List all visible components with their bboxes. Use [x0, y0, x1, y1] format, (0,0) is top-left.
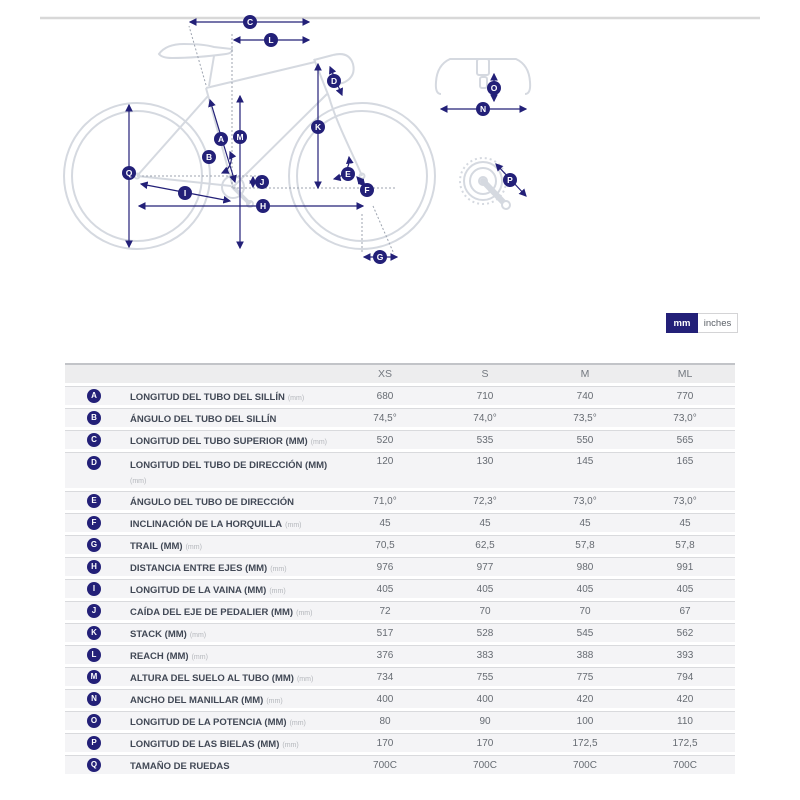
value-xs: 517: [376, 627, 394, 639]
diagram-marker-a: [214, 132, 228, 146]
svg-text:M: M: [236, 132, 244, 142]
value-m: 45: [579, 517, 591, 529]
row-label-text: DISTANCIA ENTRE EJES (MM): [130, 563, 268, 574]
table-row-m: [65, 667, 735, 686]
table-row-b: [65, 408, 735, 427]
down-tube: [233, 94, 327, 187]
table-row-a: [65, 386, 735, 405]
table-row-k: [65, 623, 735, 642]
row-unit-suffix: (mm): [130, 478, 147, 485]
row-label-text: LONGITUD DE LAS BIELAS (MM): [130, 739, 280, 750]
row-marker-badge: G: [87, 538, 101, 552]
svg-text:I: I: [183, 188, 187, 198]
row-label: [101, 409, 335, 427]
diagram-marker-g: [373, 250, 387, 264]
value-s: 74,0°: [473, 412, 497, 424]
value-m: 550: [576, 434, 594, 446]
table-row-h: [65, 557, 735, 576]
table-row-c: [65, 430, 735, 449]
row-label-text: ANCHO DEL MANILLAR (MM): [130, 695, 264, 706]
table-row-f: [65, 513, 735, 532]
table-row-n: [65, 689, 735, 708]
row-unit-suffix: (mm): [185, 544, 202, 551]
unit-toggle-inches[interactable]: inches: [698, 313, 738, 333]
value-xs: 74,5°: [373, 412, 397, 424]
row-label: [101, 514, 335, 532]
diagram-marker-f: [360, 183, 374, 197]
table-row-j: [65, 601, 735, 620]
table-row-g: [65, 535, 735, 554]
diagram-marker-i: [178, 186, 192, 200]
value-xs: 405: [376, 583, 394, 595]
row-unit-suffix: (mm): [191, 654, 208, 661]
value-s: 45: [479, 517, 491, 529]
row-marker-badge: F: [87, 516, 101, 530]
value-s: 405: [476, 583, 494, 595]
svg-text:O: O: [490, 83, 498, 93]
value-s: 528: [476, 627, 494, 639]
value-ml: 45: [679, 517, 691, 529]
value-m: 73,5°: [573, 412, 597, 424]
value-xs: 680: [376, 390, 394, 402]
value-s: 72,3°: [473, 495, 497, 507]
value-xs: 80: [379, 715, 391, 727]
svg-text:D: D: [330, 76, 338, 86]
row-marker-badge: I: [87, 582, 101, 596]
row-label: [101, 646, 335, 664]
row-label-text: ÁNGULO DEL TUBO DE DIRECCIÓN: [130, 497, 294, 508]
diagram-marker-l: [264, 33, 278, 47]
column-header-s: S: [481, 368, 489, 380]
diagram-marker-e: [341, 167, 355, 181]
value-xs: 170: [376, 737, 394, 749]
stem-side: [314, 55, 333, 60]
value-xs: 734: [376, 671, 394, 683]
row-unit-suffix: (mm): [266, 698, 283, 705]
value-m: 172,5: [572, 737, 598, 749]
row-unit-suffix: (mm): [189, 632, 207, 639]
value-m: 740: [576, 390, 594, 402]
row-label-text: TAMAÑO DE RUEDAS: [130, 761, 230, 772]
svg-text:K: K: [314, 122, 322, 132]
value-xs: 376: [376, 649, 394, 661]
row-marker-badge: P: [87, 736, 101, 750]
diagram-marker-h: [256, 199, 270, 213]
diagram-marker-k: [311, 120, 325, 134]
row-marker-badge: O: [87, 714, 101, 728]
row-unit-suffix: (mm): [289, 720, 306, 727]
value-ml: 420: [676, 693, 694, 705]
diagram-marker-p: [503, 173, 517, 187]
svg-text:Q: Q: [125, 168, 133, 178]
svg-text:A: A: [217, 134, 225, 144]
row-label: [101, 712, 335, 730]
row-label: [101, 536, 335, 554]
row-marker-badge: J: [87, 604, 101, 618]
row-marker-badge: K: [87, 626, 101, 640]
row-label-text: LONGITUD DE LA VAINA (MM): [130, 585, 267, 596]
value-ml: 73,0°: [673, 412, 697, 424]
column-header-xs: XS: [377, 368, 392, 380]
row-label: [101, 690, 335, 708]
diagram-marker-o: [487, 81, 501, 95]
value-m: 145: [576, 456, 594, 467]
value-ml: 565: [676, 434, 694, 446]
row-unit-suffix: (mm): [282, 742, 299, 749]
value-s: 535: [476, 434, 494, 446]
value-m: 405: [576, 583, 594, 595]
row-unit-suffix: (mm): [287, 395, 305, 402]
value-ml: 57,8: [675, 539, 695, 551]
row-label-text: CAÍDA DEL EJE DE PEDALIER (MM): [130, 607, 294, 618]
table-row-d: [65, 452, 735, 488]
table-row-o: [65, 711, 735, 730]
row-label: [101, 492, 335, 510]
row-label: [101, 387, 335, 405]
value-s: 62,5: [475, 539, 495, 551]
value-m: 700C: [573, 759, 597, 771]
value-xs: 400: [376, 693, 394, 705]
geometry-table-header: [65, 363, 735, 383]
value-m: 57,8: [575, 539, 595, 551]
row-unit-suffix: (mm): [296, 676, 314, 683]
row-marker-badge: C: [87, 433, 101, 447]
value-m: 100: [576, 715, 594, 727]
value-m: 775: [576, 671, 594, 683]
value-ml: 393: [676, 649, 694, 661]
row-unit-suffix: (mm): [310, 439, 328, 446]
handlebar-front-view: [436, 59, 530, 94]
value-ml: 991: [676, 561, 694, 573]
bike-diagram-svg: [0, 0, 800, 310]
value-ml: 562: [676, 627, 694, 639]
row-label-text: ÁNGULO DEL TUBO DEL SILLÍN: [130, 414, 277, 425]
value-xs: 45: [379, 517, 391, 529]
value-s: 70: [479, 605, 491, 617]
row-label-text: LONGITUD DEL TUBO SUPERIOR (MM): [130, 436, 308, 447]
row-label-text: INCLINACIÓN DE LA HORQUILLA: [130, 519, 283, 530]
svg-text:F: F: [364, 185, 370, 195]
geometry-table-body: [65, 386, 735, 774]
row-label: [101, 453, 335, 488]
diagram-marker-b: [202, 150, 216, 164]
unit-toggle-mm[interactable]: mm: [666, 313, 698, 333]
bike-side-view: [64, 44, 435, 249]
svg-text:P: P: [507, 175, 513, 185]
value-xs: 120: [376, 456, 394, 467]
table-row-l: [65, 645, 735, 664]
stem-clamp: [477, 59, 489, 75]
value-ml: 172,5: [672, 737, 698, 749]
value-ml: 73,0°: [673, 495, 697, 507]
value-s: 700C: [473, 759, 497, 771]
svg-text:L: L: [268, 35, 274, 45]
row-label: [101, 602, 335, 620]
row-label-text: REACH (MM): [130, 651, 189, 662]
row-marker-badge: E: [87, 494, 101, 508]
table-row-p: [65, 733, 735, 752]
value-ml: 165: [676, 456, 694, 467]
row-marker-badge: B: [87, 411, 101, 425]
row-label-text: LONGITUD DE LA POTENCIA (MM): [130, 717, 287, 728]
value-s: 710: [476, 390, 494, 402]
value-m: 70: [579, 605, 591, 617]
value-m: 980: [576, 561, 594, 573]
diagram-marker-j: [255, 175, 269, 189]
value-m: 420: [576, 693, 594, 705]
construction-lines: [142, 26, 396, 254]
crankset-view: [460, 158, 510, 209]
row-label: [101, 580, 335, 598]
value-ml: 700C: [673, 759, 697, 771]
value-xs: 976: [376, 561, 394, 573]
row-marker-badge: H: [87, 560, 101, 574]
geometry-table: [65, 363, 735, 774]
value-xs: 700C: [373, 759, 397, 771]
svg-text:E: E: [345, 169, 351, 179]
row-marker-badge: D: [87, 456, 101, 470]
value-s: 977: [476, 561, 494, 573]
value-m: 388: [576, 649, 594, 661]
row-label-text: STACK (MM): [130, 629, 187, 640]
value-ml: 110: [677, 715, 693, 727]
diagram-marker-n: [476, 102, 490, 116]
value-ml: 770: [676, 390, 694, 402]
value-m: 73,0°: [573, 495, 597, 507]
row-label: [101, 558, 335, 576]
diagram-marker-c: [243, 15, 257, 29]
svg-text:J: J: [259, 177, 265, 187]
row-unit-suffix: (mm): [269, 588, 286, 595]
row-label: [101, 668, 335, 686]
diagram-marker-badges: [122, 15, 517, 264]
value-xs: 71,0°: [373, 495, 397, 507]
row-unit-suffix: (mm): [296, 610, 313, 617]
chainstay: [137, 176, 231, 186]
row-label: [101, 624, 335, 642]
table-row-q: [65, 755, 735, 774]
bike-geometry-diagram: [0, 0, 800, 310]
value-ml: 67: [679, 605, 691, 617]
value-s: 383: [476, 649, 494, 661]
value-ml: 794: [676, 671, 694, 683]
row-label-text: LONGITUD DEL TUBO DE DIRECCIÓN (MM): [130, 460, 328, 471]
saddle: [159, 44, 232, 58]
diagram-marker-q: [122, 166, 136, 180]
column-header-m: M: [580, 368, 590, 380]
value-ml: 405: [676, 583, 694, 595]
row-marker-badge: A: [87, 389, 101, 403]
unit-toggle: [666, 313, 738, 333]
value-xs: 72: [379, 605, 391, 617]
head-tube: [314, 59, 329, 97]
svg-text:N: N: [479, 104, 487, 114]
svg-text:B: B: [205, 152, 213, 162]
value-m: 545: [576, 627, 594, 639]
value-s: 90: [479, 715, 491, 727]
row-unit-suffix: (mm): [270, 566, 287, 573]
value-s: 170: [476, 737, 494, 749]
fork: [329, 97, 362, 176]
row-label: [101, 734, 335, 752]
seatpost: [209, 56, 214, 86]
value-s: 400: [476, 693, 494, 705]
row-label-text: ALTURA DEL SUELO AL TUBO (MM): [130, 673, 294, 684]
diagram-marker-m: [233, 130, 247, 144]
row-marker-badge: N: [87, 692, 101, 706]
table-row-e: [65, 491, 735, 510]
row-unit-suffix: (mm): [285, 522, 302, 529]
svg-text:C: C: [246, 17, 254, 27]
row-label: [101, 431, 335, 449]
column-header-ml: ML: [677, 368, 693, 380]
diagram-marker-d: [327, 74, 341, 88]
row-marker-badge: L: [87, 648, 101, 662]
row-marker-badge: M: [87, 670, 101, 684]
table-row-i: [65, 579, 735, 598]
value-s: 130: [476, 456, 494, 467]
svg-text:G: G: [376, 252, 384, 262]
value-xs: 520: [376, 434, 394, 446]
row-label-text: TRAIL (MM): [130, 541, 183, 552]
row-marker-badge: Q: [87, 758, 101, 772]
row-label-text: LONGITUD DEL TUBO DEL SILLÍN: [130, 392, 285, 403]
row-label: [101, 756, 335, 774]
svg-text:H: H: [259, 201, 267, 211]
value-s: 755: [476, 671, 494, 683]
top-tube: [206, 62, 315, 88]
value-xs: 70,5: [375, 539, 395, 551]
